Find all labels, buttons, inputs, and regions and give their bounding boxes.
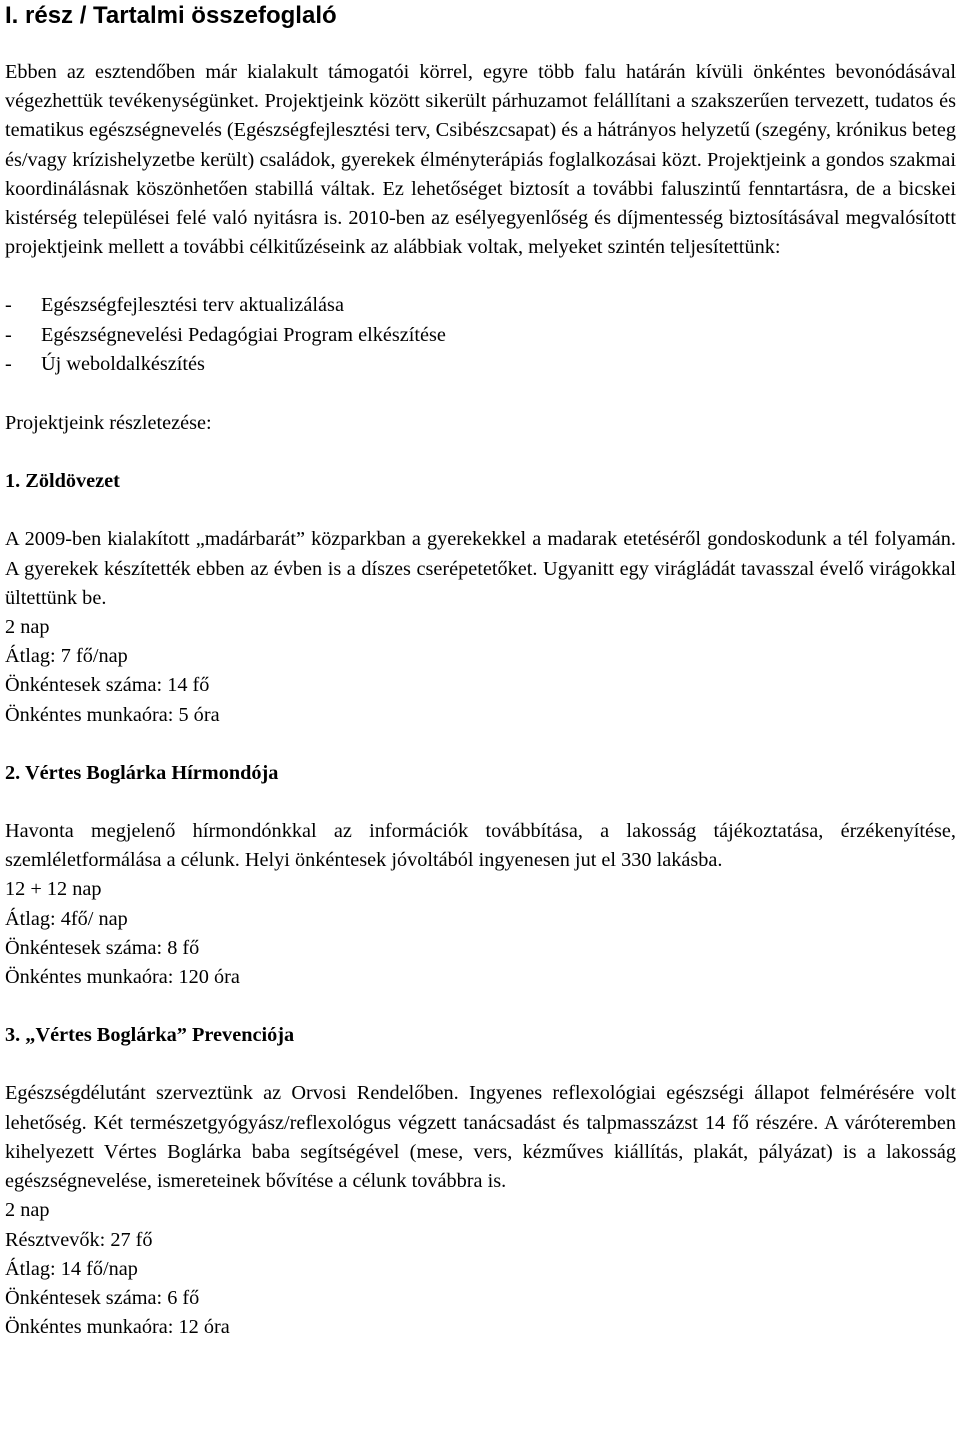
list-item-text: Egészségnevelési Pedagógiai Program elkészítése <box>41 323 446 346</box>
spacer <box>5 788 956 817</box>
project-stat: Önkéntes munkaóra: 12 óra <box>5 1316 230 1339</box>
project-section <box>5 467 956 730</box>
project-stat: Átlag: 4fő/ nap <box>5 907 128 930</box>
project-number: 3. <box>5 1024 21 1047</box>
project-stat: Önkéntes munkaóra: 5 óra <box>5 703 220 726</box>
spacer <box>5 262 956 291</box>
spacer <box>5 438 956 467</box>
spacer <box>5 379 956 409</box>
project-stat: 2 nap <box>5 616 50 639</box>
spacer <box>5 496 956 525</box>
list-item-text: Egészségfejlesztési terv aktualizálása <box>41 294 344 317</box>
project-stat: Önkéntesek száma: 14 fő <box>5 674 210 697</box>
spacer <box>5 730 956 759</box>
project-stat: 12 + 12 nap <box>5 878 102 901</box>
list-dash: - <box>5 323 12 346</box>
project-stat: Önkéntes munkaóra: 120 óra <box>5 966 240 989</box>
project-stat: Átlag: 7 fő/nap <box>5 645 128 668</box>
page-title: I. rész / Tartalmi összefoglaló <box>5 2 337 29</box>
project-description: Havonta megjelenő hírmondónkkal az információk továbbítása, a lakosság tájékoztatása, érzékenyítése, szemléletformálása a célunk. Helyi önkéntesek jóvoltából ingyenesen jut el 330 lakásba. <box>5 820 956 872</box>
list-item-text: Új weboldalkészítés <box>41 352 205 375</box>
spacer <box>5 992 956 1021</box>
project-stat: Résztvevők: 27 fő <box>5 1228 153 1251</box>
project-title: Vértes Boglárka Hírmondója <box>24 761 279 784</box>
project-heading <box>5 467 956 496</box>
list-dash: - <box>5 352 12 375</box>
project-number: 2. <box>5 761 21 784</box>
project-stat: Önkéntesek száma: 6 fő <box>5 1286 200 1309</box>
intro-paragraph: Ebben az esztendőben már kialakult támogatói körrel, egyre több falu határán kívüli önkéntes bevonódásával végezhettük tevékenységünket. Projektjeink között sikerült párhuzamot felállítani a szakszerűen tervezett, tudatos és tematikus egészségnevelés (Egészségfejlesztési terv, Csibészcsapat) és a hátrányos helyzetű (szegény, krónikus beteg és/vagy krízishelyzetbe került) családok, gyerekek élményterápiás foglalkozásai közt. Projektjeink a gondos szakmai koordinálásnak köszönhetően stabillá váltak. Ez lehetőséget biztosít a további faluszintű fenntartásra, de a bicskei kistérség települései felé való nyitásra is. 2010-ben az esélyegyenlőség és díjmentesség biztosításával megvalósított projektjeink mellett a további célkitűzéseink az alábbiak voltak, melyeket szintén teljesítettünk: <box>5 61 956 259</box>
project-description: Egészségdélutánt szerveztünk az Orvosi Rendelőben. Ingyenes reflexológiai egészségi állapot felmérésére volt lehetőség. Két természetgyógyász/reflexológus végzett tanácsadást és talpmasszázst 14 fő részére. A váróteremben kihelyezett Vértes Boglárka baba segítségével (mese, vers, kézműves kiállítás, plakát, pályázat) is a lakosság egészségnevelése, ismereteinek bővítése a célunk továbbra is. <box>5 1082 956 1193</box>
project-heading <box>5 759 956 788</box>
project-section <box>5 1021 956 1342</box>
project-number: 1. <box>5 470 21 493</box>
project-title: Zöldövezet <box>25 470 120 493</box>
project-description: A 2009-ben kialakított „madárbarát” közparkban a gyerekekkel a madarak etetéséről gondoskodunk a tél folyamán. A gyerekek készítették ebben az évben is a díszes cserépetetőket. Ugyanitt egy virágládát tavasszal évelő virágokkal ültettünk be. <box>5 528 956 609</box>
project-stat: Átlag: 14 fő/nap <box>5 1257 138 1280</box>
document-page <box>5 0 956 1342</box>
list-item <box>5 321 956 350</box>
details-heading: Projektjeink részletezése: <box>5 412 212 435</box>
project-stat: 2 nap <box>5 1199 50 1222</box>
project-stat: Önkéntesek száma: 8 fő <box>5 936 200 959</box>
list-item <box>5 291 956 320</box>
project-title: „Vértes Boglárka” Prevenciója <box>25 1024 295 1047</box>
list-item <box>5 350 956 379</box>
goals-list <box>5 291 956 379</box>
spacer <box>5 1050 956 1079</box>
project-section <box>5 759 956 992</box>
project-heading <box>5 1021 956 1050</box>
list-dash: - <box>5 294 12 317</box>
